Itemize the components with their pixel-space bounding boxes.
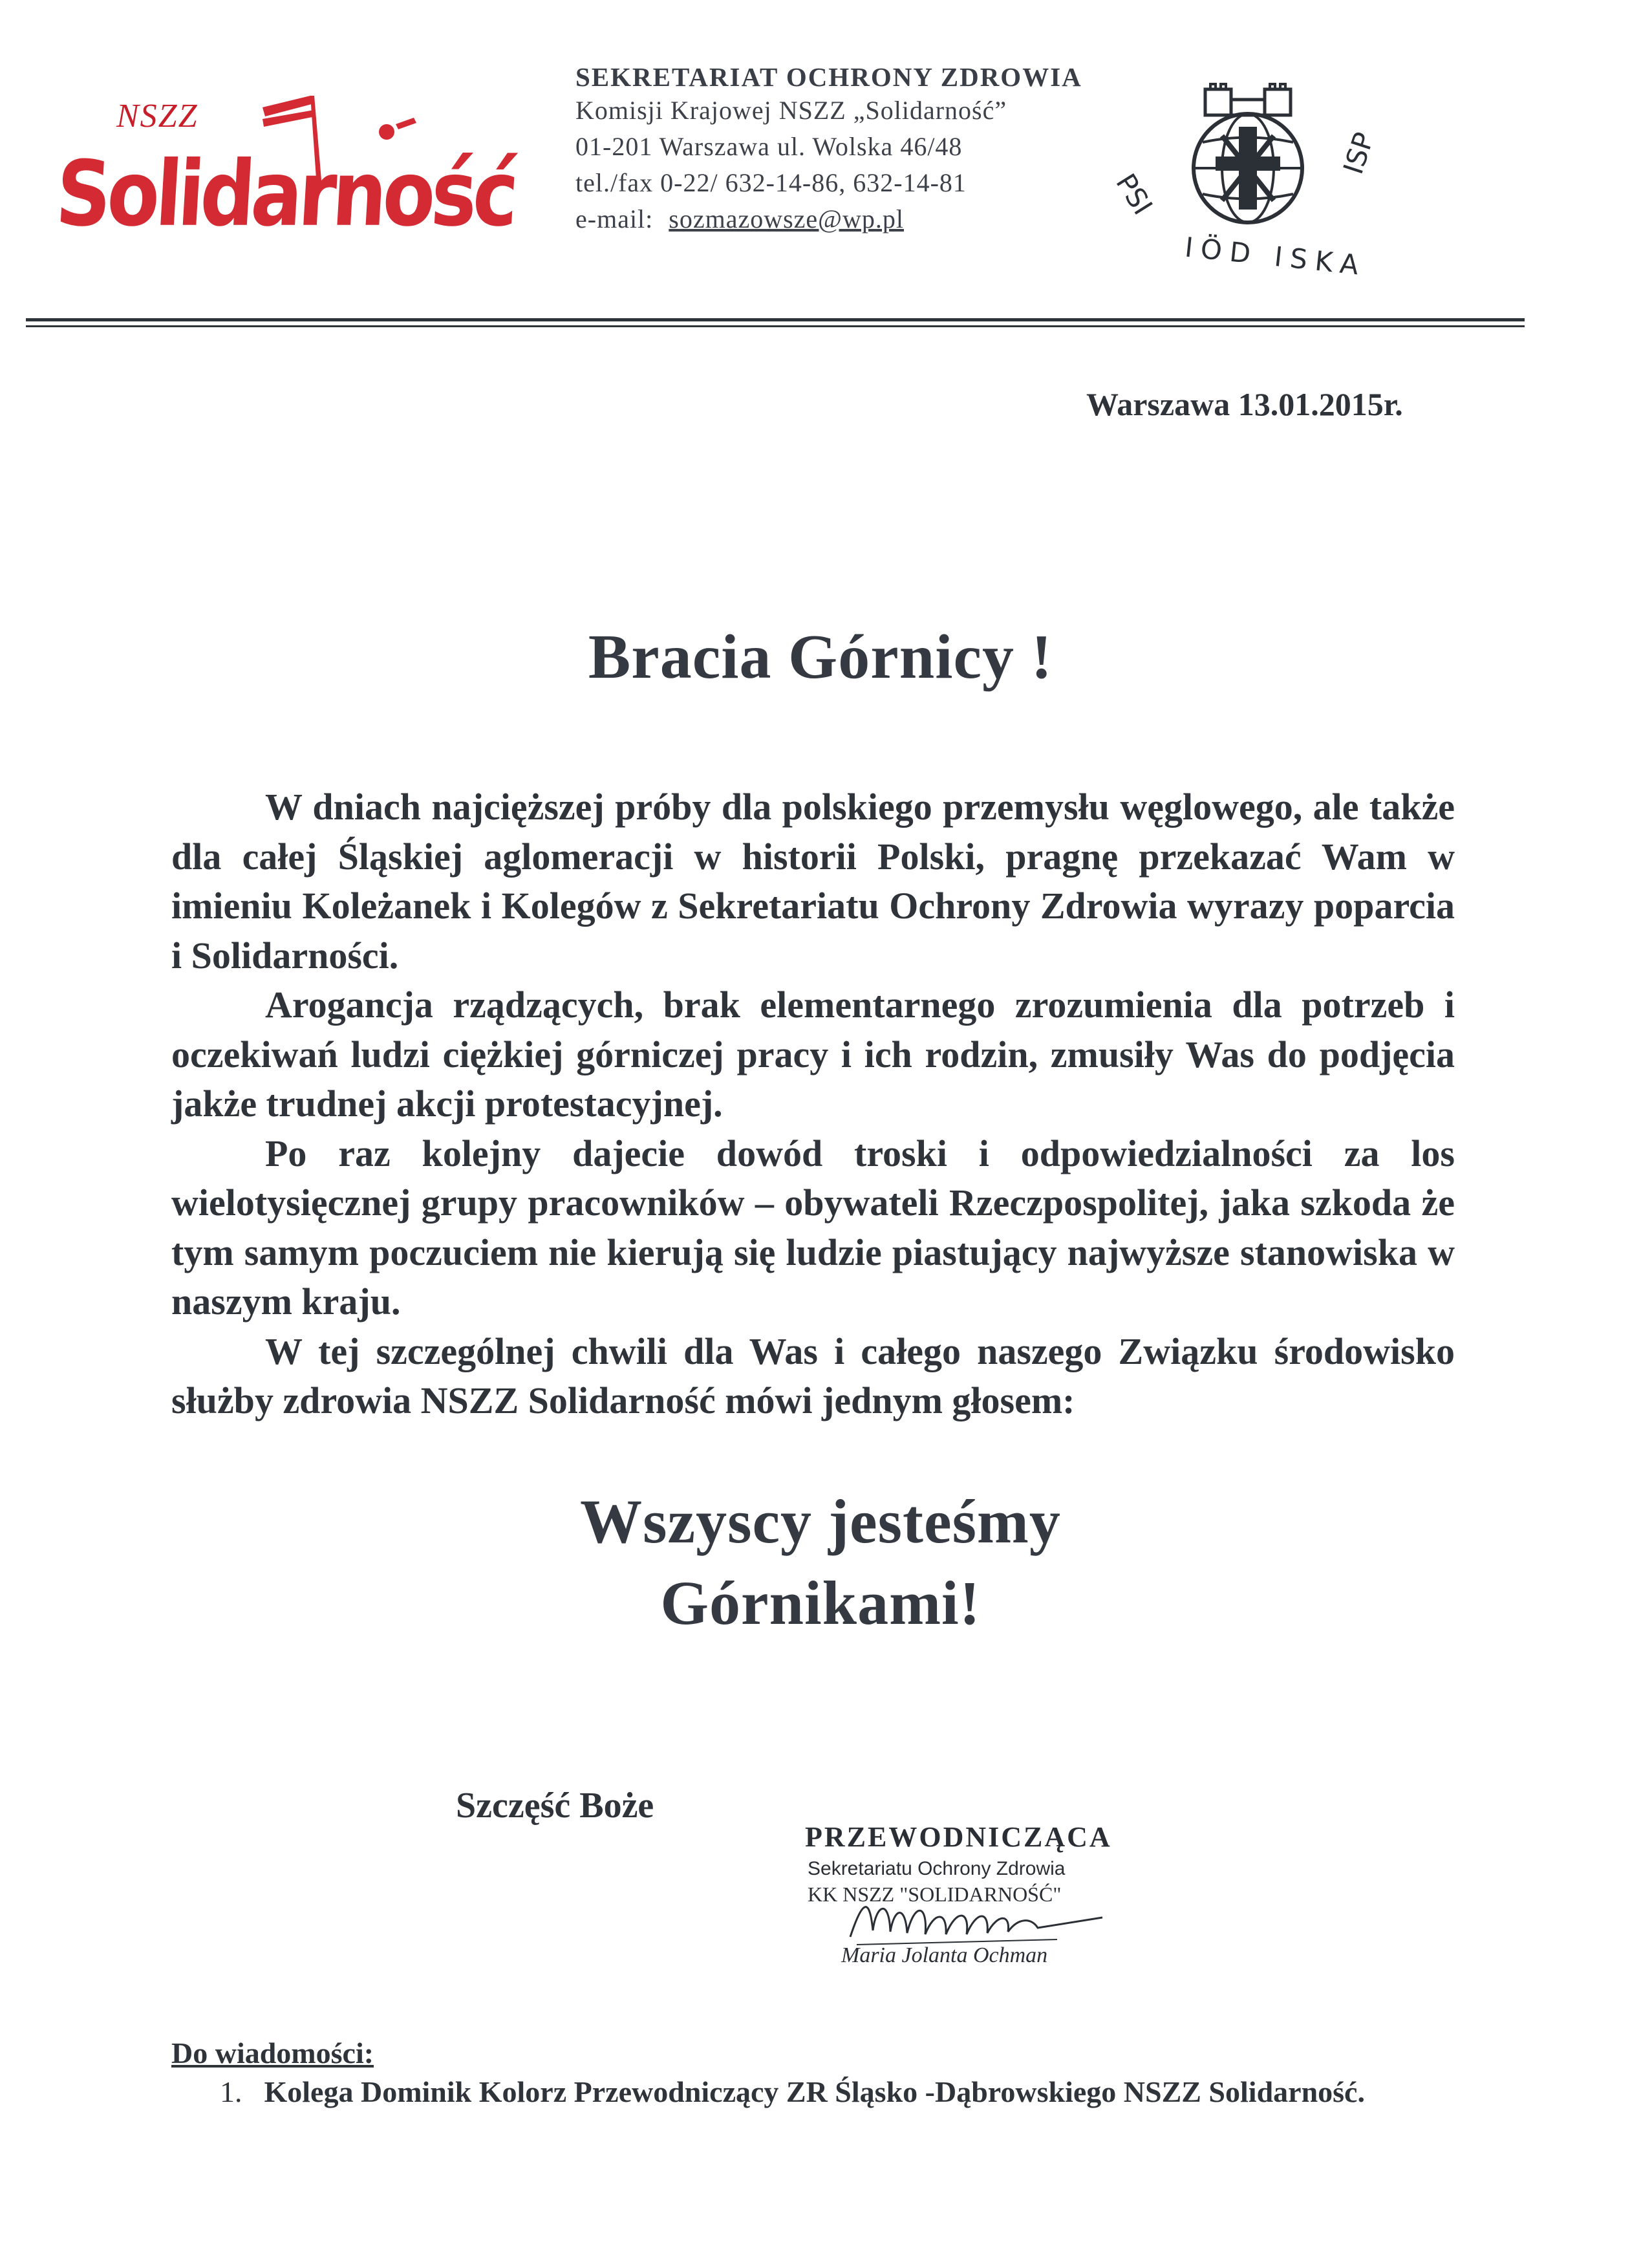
email-link[interactable]: sozmazowsze@wp.pl [669, 204, 905, 233]
paragraph-4: W tej szczególnej chwili dla Was i całego naszego Związku środowisko służby zdrowia NSZZ Solidarność mówi jednym głosem: [171, 1330, 1455, 1421]
slogan-line-1: Wszyscy jesteśmy [580, 1487, 1061, 1556]
paragraph-3: Po raz kolejny dajecie dowód troski i odpowiedzialności za los wielotysięcznej grupy pracowników – obywateli Rzeczpospolitej, jaka szkoda że tym samym poczuciem nie kierują się ludzie piastujący najwyższe stanowiska w naszym kraju. [171, 1132, 1455, 1323]
signatory-name: Maria Jolanta Ochman [841, 1943, 1048, 1967]
slogan-line-2: Górnikami! [660, 1568, 981, 1637]
distribution-list [220, 2075, 1365, 2109]
official-stamp [805, 1820, 1167, 1976]
emblem-caption-bottom: IÖD ISKA [1183, 231, 1368, 282]
emblem-caption-right: ISP [1337, 128, 1380, 178]
list-item-number: 1. [220, 2075, 242, 2108]
header-rule-top [26, 318, 1525, 321]
organization-address: 01-201 Warszawa ul. Wolska 46/48 [575, 132, 963, 161]
stamp-line-1: Sekretariatu Ochrony Zdrowia [808, 1858, 1066, 1879]
slogan [0, 1481, 1641, 1644]
organization-header [575, 61, 1177, 237]
letter-body [171, 783, 1455, 1426]
organization-title: SEKRETARIAT OCHRONY ZDROWIA [575, 62, 1082, 92]
letter-closing: Szczęść Boże [456, 1786, 654, 1826]
stamp-line-2: KK NSZZ "SOLIDARNOŚĆ" [808, 1883, 1062, 1906]
letter-greeting: Bracia Górnicy ! [588, 622, 1053, 692]
list-item [220, 2075, 1365, 2109]
logo-wordmark: Solidarność [53, 141, 518, 246]
stamp-title: PRZEWODNICZĄCA [805, 1821, 1112, 1853]
letter-date: Warszawa 13.01.2015r. [1086, 386, 1403, 422]
paragraph-2: Arogancja rządzących, brak elementarnego zrozumienia dla potrzeb i oczekiwań ludzi ciężkiej górniczej pracy i ich rodzin, zmusiły Was do podjęcia jakże trudnej akcji protestacyjnej. [171, 984, 1455, 1125]
organization-phone: tel./fax 0-22/ 632-14-86, 632-14-81 [575, 168, 967, 197]
organization-line-1: Komisji Krajowej NSZZ „Solidarność” [575, 96, 1007, 125]
paragraph-1: W dniach najcięższej próby dla polskiego przemysłu węglowego, ale także dla całej Śląskiej aglomeracji w historii Polski, pragnę przekazać Wam w imieniu Koleżanek i Kolegów z Sekretariatu Ochrony Zdrowia wyrazy poparcia i Solidarności. [171, 786, 1455, 977]
solidarnosc-logo [53, 91, 518, 259]
distribution-label: Do wiadomości: [171, 2036, 374, 2069]
handwritten-signature-icon [844, 1892, 1115, 1950]
header-rule-bottom [26, 325, 1525, 327]
psi-emblem [1110, 71, 1380, 291]
email-label: e-mail: [575, 204, 654, 233]
organization-email-row [575, 201, 1177, 237]
logo-prefix: NSZZ [116, 98, 198, 135]
list-item-text: Kolega Dominik Kolorz Przewodniczący ZR Śląsko -Dąbrowskiego NSZZ Solidarność. [264, 2075, 1365, 2108]
emblem-caption-left: PSI [1110, 168, 1159, 221]
